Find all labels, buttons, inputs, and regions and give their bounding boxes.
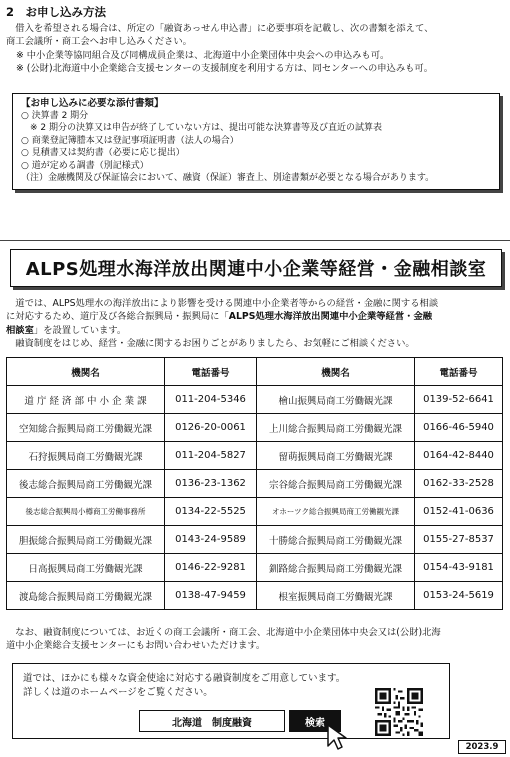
intro-bold-segment: ALPS処理水海洋放出関連中小企業等経営・金融 (228, 311, 433, 323)
column-header: 機関名 (257, 358, 415, 386)
office-name: 渡島総合振興局商工労働観光課 (7, 582, 165, 610)
phone-number: 0152-41-0636 (415, 498, 503, 526)
intro-text-segment: に対応するため、道庁及び各総合振興局・振興局に「 (6, 311, 229, 323)
office-name: 釧路総合振興局商工労働観光課 (257, 554, 415, 582)
office-name: 十勝総合振興局商工労働観光課 (257, 526, 415, 554)
intro-text-segment: 」を設置しています。 (33, 324, 127, 336)
column-header: 電話番号 (415, 358, 503, 386)
table-row (7, 498, 503, 526)
phone-number: 0143-24-9589 (165, 526, 257, 554)
phone-number: 0164-42-8440 (415, 442, 503, 470)
attachment-item: ○ 決算書 2 期分 (21, 111, 89, 121)
table-row (7, 386, 503, 414)
intro-line (6, 310, 438, 323)
phone-number: 0136-23-1362 (165, 470, 257, 498)
office-name: 根室振興局商工労働観光課 (257, 582, 415, 610)
phone-number: 0139-52-6641 (415, 386, 503, 414)
info-line: 道では、ほかにも様々な資金使途に対応する融資制度をご用意しています。 (23, 673, 346, 684)
column-header: 電話番号 (165, 358, 257, 386)
section-line: 借入を希望される場合は、所定の「融資あっせん申込書」に必要事項を記載し、次の書類を添えて、 (6, 23, 434, 34)
section-line: 商工会議所・商工会へお申し込みください。 (6, 36, 192, 48)
intro-bold-segment: 相談室 (6, 324, 34, 336)
column-header: 機関名 (7, 358, 165, 386)
attachments-box (12, 93, 500, 190)
office-name: 石狩振興局商工労働観光課 (7, 442, 165, 470)
intro-text (6, 297, 438, 351)
section-line: ※ (公財)北海道中小企業総合支援センターの支援制度を利用する方は、同センターへの申込みも可。 (16, 63, 434, 75)
section-title: 2 お申し込み方法 (6, 5, 107, 19)
attachment-item: （注）金融機関及び保証協会において、融資（保証）審査上、別途書類が必要となる場合があります。 (21, 173, 435, 184)
consultation-banner: ALPS処理水海洋放出関連中小企業等経営・金融相談室 (10, 249, 502, 287)
contact-table (6, 357, 503, 610)
intro-line (6, 324, 438, 337)
phone-number: 0166-46-5940 (415, 414, 503, 442)
office-name: 空知総合振興局商工労働観光課 (7, 414, 165, 442)
phone-number: 0155-27-8537 (415, 526, 503, 554)
issue-date: 2023.9 (458, 740, 506, 754)
phone-number: 0126-20-0061 (165, 414, 257, 442)
office-name: 宗谷総合振興局商工労働観光課 (257, 470, 415, 498)
office-name: オホーツク総合振興局商工労働観光課 (257, 498, 415, 526)
qr-code-icon (375, 688, 423, 736)
search-button[interactable]: 検索 (289, 710, 341, 732)
office-name: 後志総合振興局小樽商工労働事務所 (7, 498, 165, 526)
info-line: 詳しくは道のホームページをご覧ください。 (23, 687, 213, 698)
office-name: 留萌振興局商工労働観光課 (257, 442, 415, 470)
phone-number: 011-204-5346 (165, 386, 257, 414)
section-line: ※ 中小企業等協同組合及び同構成員企業は、北海道中小企業団体中央会への申込みも可。 (16, 49, 390, 61)
phone-number: 0138-47-9459 (165, 582, 257, 610)
intro-line: 道では、ALPS処理水の海洋放出により影響を受ける関連中小企業者等からの経営・金融に関する相談 (6, 298, 439, 309)
table-row (7, 470, 503, 498)
phone-number: 0146-22-9281 (165, 554, 257, 582)
office-name: 檜山振興局商工労働観光課 (257, 386, 415, 414)
table-row (7, 554, 503, 582)
pointer-cursor-icon (325, 722, 355, 752)
note-text (6, 626, 441, 653)
attachment-item: ○ 見積書又は契約書（必要に応じ提出） (21, 148, 185, 159)
office-name: 日高振興局商工労働観光課 (7, 554, 165, 582)
phone-number: 011-204-5827 (165, 442, 257, 470)
attachment-item: ○ 商業登記簿謄本又は登記事項証明書（法人の場合） (21, 135, 239, 146)
attachment-item: ○ 道が定める調書（別記様式） (21, 160, 149, 171)
section-text (6, 22, 433, 76)
table-row (7, 414, 503, 442)
note-line: なお、融資制度については、お近くの商工会議所・商工会、北海道中小企業団体中央会又は(公財)北海 (6, 627, 441, 638)
table-header-row (7, 358, 503, 386)
office-name: 胆振総合振興局商工労働観光課 (7, 526, 165, 554)
table-row (7, 582, 503, 610)
info-box (12, 663, 450, 739)
table-row (7, 526, 503, 554)
search-term-box[interactable]: 北海道 制度融資 (139, 710, 285, 732)
table-row (7, 442, 503, 470)
attachments-header: 【お申し込みに必要な添付書類】 (21, 98, 164, 109)
office-name: 上川総合振興局商工労働観光課 (257, 414, 415, 442)
intro-line: 融資制度をはじめ、経営・金融に関するお困りごとがありましたら、お気軽にご相談ください。 (6, 338, 415, 350)
office-name: 後志総合振興局商工労働観光課 (7, 470, 165, 498)
phone-number: 0162-33-2528 (415, 470, 503, 498)
note-line: 道中小企業総合支援センターにもお問い合わせいただけます。 (6, 640, 266, 652)
attachment-item: ※ 2 期分の決算又は申告が終了していない方は、提出可能な決算書等及び直近の試算表 (21, 123, 382, 134)
section-divider (0, 240, 510, 241)
phone-number: 0153-24-5619 (415, 582, 503, 610)
office-name: 道 庁 経 済 部 中 小 企 業 課 (7, 386, 165, 414)
phone-number: 0134-22-5525 (165, 498, 257, 526)
phone-number: 0154-43-9181 (415, 554, 503, 582)
